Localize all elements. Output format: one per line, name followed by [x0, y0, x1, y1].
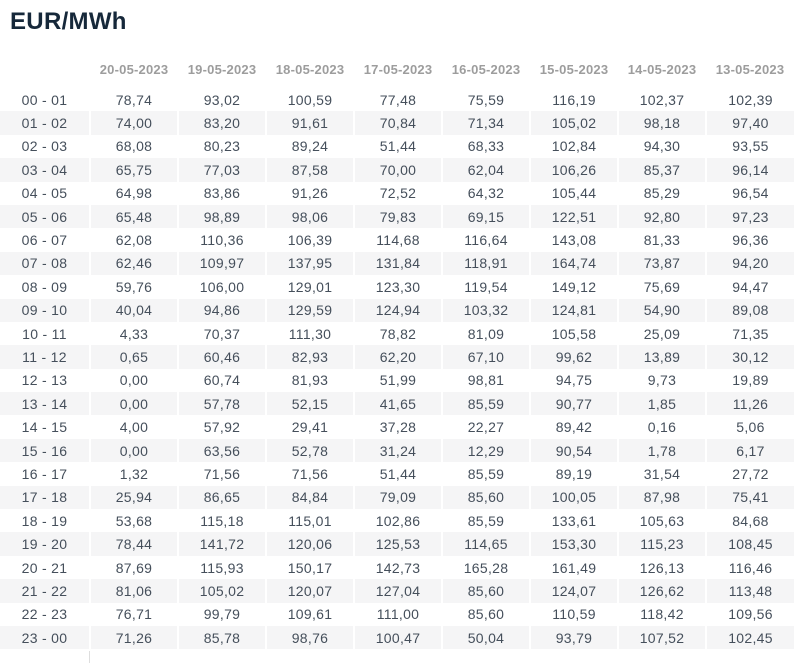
hour-range-label: 12 - 13: [0, 369, 90, 392]
price-cell: 129,59: [266, 299, 354, 322]
price-cell: 64,32: [442, 182, 530, 205]
hour-range-label: 07 - 08: [0, 252, 90, 275]
price-cell: 62,20: [354, 345, 442, 368]
price-cell: 92,80: [618, 205, 706, 228]
price-cell: 79,83: [354, 205, 442, 228]
price-cell: 31,24: [354, 439, 442, 462]
price-cell: 89,42: [530, 415, 618, 438]
price-cell: 87,58: [266, 158, 354, 181]
price-cell: 115,23: [618, 532, 706, 555]
price-cell: 105,63: [618, 509, 706, 532]
price-cell: 93,55: [732, 138, 769, 155]
price-cell: 71,56: [178, 462, 266, 485]
price-cell: 107,52: [618, 626, 706, 649]
price-cell: 94,20: [732, 255, 769, 272]
price-cell: 70,37: [178, 322, 266, 345]
price-cell: 114,68: [354, 228, 442, 251]
hour-range-label: 00 - 01: [0, 88, 90, 111]
hour-range-label: 02 - 03: [0, 135, 90, 158]
price-cell: 68,08: [90, 135, 178, 158]
table-row: [0, 228, 794, 251]
price-cell: 124,94: [354, 299, 442, 322]
price-cell: 1,78: [618, 439, 706, 462]
price-cell: 51,44: [354, 462, 442, 485]
price-cell: 142,73: [354, 556, 442, 579]
price-cell: 9,73: [618, 369, 706, 392]
table-row: [0, 299, 794, 322]
price-cell: 99,79: [178, 603, 266, 626]
price-cell: 110,36: [178, 228, 266, 251]
price-cell: 133,61: [530, 509, 618, 532]
price-cell: 124,07: [530, 579, 618, 602]
price-cell: 89,08: [732, 302, 769, 319]
price-cell: 62,46: [90, 252, 178, 275]
price-cell: 124,81: [530, 299, 618, 322]
hour-range-label: 10 - 11: [0, 322, 90, 345]
price-cell: 96,54: [732, 185, 769, 202]
price-cell: 37,28: [354, 415, 442, 438]
price-cell: 77,03: [178, 158, 266, 181]
price-cell: 90,77: [530, 392, 618, 415]
price-cell: 70,00: [354, 158, 442, 181]
price-cell: 150,17: [266, 556, 354, 579]
price-cell: 105,02: [530, 111, 618, 134]
date-column-header: 14-05-2023: [618, 50, 706, 88]
price-cell: 11,26: [732, 395, 769, 412]
price-cell: 96,36: [732, 232, 769, 249]
price-cell: 69,15: [442, 205, 530, 228]
table-row: [0, 158, 794, 181]
price-cell: 131,84: [354, 252, 442, 275]
price-cell: 98,76: [266, 626, 354, 649]
hour-range-label: 21 - 22: [0, 579, 90, 602]
price-cell: 75,41: [732, 489, 769, 506]
price-cell: 109,56: [728, 606, 773, 623]
table-row: [0, 626, 794, 649]
price-cell: 96,14: [732, 161, 769, 178]
price-cell: 57,92: [178, 415, 266, 438]
price-cell: 70,84: [354, 111, 442, 134]
price-cell: 0,00: [90, 392, 178, 415]
price-cell: 94,86: [178, 299, 266, 322]
price-cell: 30,12: [732, 348, 769, 365]
hour-range-label: 08 - 09: [0, 275, 90, 298]
price-cell: 100,47: [354, 626, 442, 649]
price-cell: 102,39: [728, 91, 773, 108]
price-cell: 111,00: [354, 603, 442, 626]
price-cell: 120,07: [266, 579, 354, 602]
date-column-header: 13-05-2023: [706, 50, 794, 88]
price-cell: 60,74: [178, 369, 266, 392]
price-cell: 105,58: [530, 322, 618, 345]
price-cell: 40,04: [90, 299, 178, 322]
price-cell: 99,62: [530, 345, 618, 368]
date-column-header: 16-05-2023: [442, 50, 530, 88]
price-cell: 57,78: [178, 392, 266, 415]
price-cell: 63,56: [178, 439, 266, 462]
price-cell: 108,45: [728, 536, 773, 553]
price-cell: 71,56: [266, 462, 354, 485]
price-cell: 19,89: [732, 372, 769, 389]
price-cell: 143,08: [530, 228, 618, 251]
hour-range-label: 03 - 04: [0, 158, 90, 181]
table-row: [0, 369, 794, 392]
price-cell: 115,01: [266, 509, 354, 532]
price-cell: 118,91: [442, 252, 530, 275]
price-cell: 13,89: [618, 345, 706, 368]
price-cell: 64,98: [90, 182, 178, 205]
table-row: [0, 486, 794, 509]
hour-range-label: 05 - 06: [0, 205, 90, 228]
date-column-header: 17-05-2023: [354, 50, 442, 88]
price-cell: 103,32: [442, 299, 530, 322]
price-cell: 79,09: [354, 486, 442, 509]
price-cell: 126,62: [618, 579, 706, 602]
price-cell: 111,30: [266, 322, 354, 345]
price-cell: 0,00: [90, 439, 178, 462]
price-cell: 94,47: [732, 278, 769, 295]
price-cell: 85,29: [618, 182, 706, 205]
price-cell: 87,98: [618, 486, 706, 509]
price-cell: 102,45: [728, 629, 773, 646]
corner-cell: [0, 50, 90, 88]
price-cell: 12,29: [442, 439, 530, 462]
table-row: [0, 252, 794, 275]
price-cell: 100,59: [266, 88, 354, 111]
price-cell: 109,61: [266, 603, 354, 626]
page-title: EUR/MWh: [10, 8, 127, 35]
table-row: [0, 439, 794, 462]
price-cell: 78,74: [90, 88, 178, 111]
table-row: [0, 532, 794, 555]
hour-range-label: 20 - 21: [0, 556, 90, 579]
price-cell: 93,79: [530, 626, 618, 649]
price-cell: 83,20: [178, 111, 266, 134]
price-cell: 98,06: [266, 205, 354, 228]
price-cell: 1,32: [90, 462, 178, 485]
price-cell: 85,37: [618, 158, 706, 181]
price-cell: 123,30: [354, 275, 442, 298]
price-cell: 102,86: [354, 509, 442, 532]
price-cell: 54,90: [618, 299, 706, 322]
price-cell: 0,65: [90, 345, 178, 368]
price-cell: 74,00: [90, 111, 178, 134]
price-cell: 102,37: [618, 88, 706, 111]
price-cell: 67,10: [442, 345, 530, 368]
price-cell: 52,15: [266, 392, 354, 415]
hour-range-label: 18 - 19: [0, 509, 90, 532]
price-cell: 109,97: [178, 252, 266, 275]
price-cell: 137,95: [266, 252, 354, 275]
table-row: [0, 205, 794, 228]
table-row: [0, 345, 794, 368]
price-cell: 116,19: [530, 88, 618, 111]
price-cell: 5,06: [736, 419, 765, 436]
price-cell: 72,52: [354, 182, 442, 205]
price-cell: 4,00: [90, 415, 178, 438]
price-cell: 60,46: [178, 345, 266, 368]
price-cell: 68,33: [442, 135, 530, 158]
price-cell: 115,93: [178, 556, 266, 579]
price-cell: 27,72: [732, 465, 769, 482]
hour-range-label: 19 - 20: [0, 532, 90, 555]
table-row: [0, 603, 794, 626]
price-cell: 85,60: [442, 486, 530, 509]
price-cell: 81,06: [90, 579, 178, 602]
date-column-header: 18-05-2023: [266, 50, 354, 88]
price-cell: 25,09: [618, 322, 706, 345]
date-column-header: 19-05-2023: [178, 50, 266, 88]
price-cell: 119,54: [442, 275, 530, 298]
date-column-header: 20-05-2023: [90, 50, 178, 88]
price-cell: 51,44: [354, 135, 442, 158]
price-cell: 71,26: [90, 626, 178, 649]
price-cell: 85,59: [442, 509, 530, 532]
price-cell: 129,01: [266, 275, 354, 298]
price-cell: 71,35: [732, 325, 769, 342]
price-cell: 53,68: [90, 509, 178, 532]
hour-range-label: 06 - 07: [0, 228, 90, 251]
price-cell: 85,59: [442, 392, 530, 415]
price-cell: 62,04: [442, 158, 530, 181]
price-cell: 141,72: [178, 532, 266, 555]
price-table: [0, 50, 794, 649]
price-cell: 62,08: [90, 228, 178, 251]
price-cell: 110,59: [530, 603, 618, 626]
price-cell: 83,86: [178, 182, 266, 205]
price-cell: 116,46: [728, 559, 773, 576]
price-cell: 6,17: [736, 442, 765, 459]
table-row: [0, 111, 794, 134]
table-body: [0, 88, 794, 649]
price-cell: 97,23: [732, 208, 769, 225]
price-cell: 94,75: [530, 369, 618, 392]
hour-range-label: 17 - 18: [0, 486, 90, 509]
price-cell: 106,00: [178, 275, 266, 298]
price-cell: 77,48: [354, 88, 442, 111]
table-row: [0, 392, 794, 415]
price-cell: 31,54: [618, 462, 706, 485]
price-cell: 98,89: [178, 205, 266, 228]
price-cell: 81,93: [266, 369, 354, 392]
price-cell: 75,69: [618, 275, 706, 298]
price-cell: 98,81: [442, 369, 530, 392]
price-cell: 161,49: [530, 556, 618, 579]
price-cell: 122,51: [530, 205, 618, 228]
price-cell: 84,84: [266, 486, 354, 509]
price-cell: 86,65: [178, 486, 266, 509]
hour-range-label: 14 - 15: [0, 415, 90, 438]
price-cell: 52,78: [266, 439, 354, 462]
price-cell: 105,02: [178, 579, 266, 602]
price-cell: 0,16: [618, 415, 706, 438]
hour-range-label: 09 - 10: [0, 299, 90, 322]
hour-range-label: 16 - 17: [0, 462, 90, 485]
table-row: [0, 275, 794, 298]
price-cell: 4,33: [90, 322, 178, 345]
price-cell: 102,84: [530, 135, 618, 158]
hour-range-label: 11 - 12: [0, 345, 90, 368]
price-cell: 125,53: [354, 532, 442, 555]
price-cell: 29,41: [266, 415, 354, 438]
price-cell: 127,04: [354, 579, 442, 602]
table-row: [0, 182, 794, 205]
price-cell: 97,40: [732, 115, 769, 132]
price-cell: 89,19: [530, 462, 618, 485]
table-bottom-divider: [89, 651, 90, 663]
price-cell: 114,65: [442, 532, 530, 555]
price-cell: 85,59: [442, 462, 530, 485]
price-cell: 41,65: [354, 392, 442, 415]
price-cell: 94,30: [618, 135, 706, 158]
price-cell: 90,54: [530, 439, 618, 462]
price-cell: 51,99: [354, 369, 442, 392]
table-row: [0, 88, 794, 111]
price-cell: 71,34: [442, 111, 530, 134]
hour-range-label: 23 - 00: [0, 626, 90, 649]
hour-range-label: 04 - 05: [0, 182, 90, 205]
price-cell: 78,82: [354, 322, 442, 345]
table-row: [0, 322, 794, 345]
hour-range-label: 22 - 23: [0, 603, 90, 626]
table-row: [0, 415, 794, 438]
price-cell: 120,06: [266, 532, 354, 555]
price-cell: 78,44: [90, 532, 178, 555]
table-row: [0, 556, 794, 579]
table-row: [0, 135, 794, 158]
price-cell: 106,39: [266, 228, 354, 251]
price-cell: 75,59: [442, 88, 530, 111]
price-cell: 85,60: [442, 603, 530, 626]
price-cell: 113,48: [728, 582, 773, 599]
price-cell: 80,23: [178, 135, 266, 158]
price-cell: 50,04: [442, 626, 530, 649]
price-cell: 1,85: [618, 392, 706, 415]
price-cell: 76,71: [90, 603, 178, 626]
table-row: [0, 462, 794, 485]
price-cell: 149,12: [530, 275, 618, 298]
price-cell: 65,75: [90, 158, 178, 181]
price-cell: 126,13: [618, 556, 706, 579]
price-cell: 165,28: [442, 556, 530, 579]
price-cell: 105,44: [530, 182, 618, 205]
price-cell: 118,42: [618, 603, 706, 626]
price-cell: 81,33: [618, 228, 706, 251]
table-header-row: [0, 50, 794, 88]
price-cell: 100,05: [530, 486, 618, 509]
price-cell: 164,74: [530, 252, 618, 275]
hour-range-label: 15 - 16: [0, 439, 90, 462]
price-cell: 89,24: [266, 135, 354, 158]
price-cell: 85,78: [178, 626, 266, 649]
hour-range-label: 01 - 02: [0, 111, 90, 134]
price-cell: 87,69: [90, 556, 178, 579]
price-cell: 106,26: [530, 158, 618, 181]
price-cell: 153,30: [530, 532, 618, 555]
price-cell: 59,76: [90, 275, 178, 298]
price-cell: 93,02: [178, 88, 266, 111]
price-cell: 82,93: [266, 345, 354, 368]
price-cell: 98,18: [618, 111, 706, 134]
price-cell: 115,18: [178, 509, 266, 532]
price-cell: 84,68: [732, 512, 769, 529]
price-cell: 22,27: [442, 415, 530, 438]
price-cell: 81,09: [442, 322, 530, 345]
price-cell: 85,60: [442, 579, 530, 602]
price-cell: 25,94: [90, 486, 178, 509]
table-row: [0, 509, 794, 532]
hour-range-label: 13 - 14: [0, 392, 90, 415]
price-cell: 73,87: [618, 252, 706, 275]
price-cell: 65,48: [90, 205, 178, 228]
price-cell: 91,61: [266, 111, 354, 134]
price-cell: 0,00: [90, 369, 178, 392]
table-row: [0, 579, 794, 602]
price-cell: 116,64: [442, 228, 530, 251]
date-column-header: 15-05-2023: [530, 50, 618, 88]
price-cell: 91,26: [266, 182, 354, 205]
